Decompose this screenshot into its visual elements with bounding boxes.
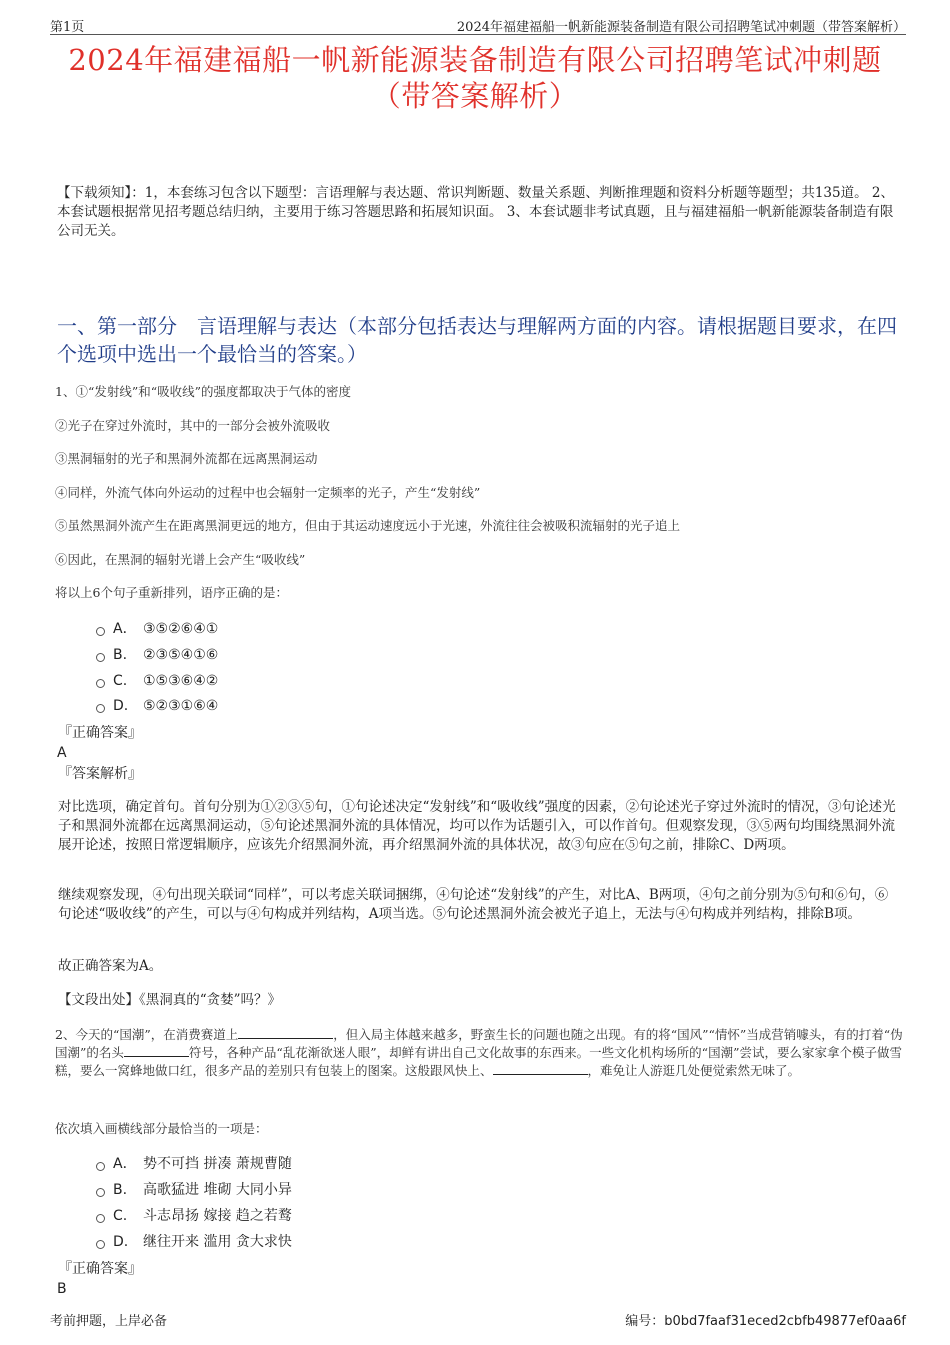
- q1-answer: A: [57, 745, 67, 761]
- q1-sentence-2: ②光子在穿过外流时，其中的一部分会被外流吸收: [55, 418, 331, 433]
- download-notice: 【下载须知】：1，本套练习包含以下题型：言语理解与表达题、常识判断题、数量关系题、判断推理题和资料分析题等题型；共135道。 2、本套试题根据常见招考题总结归纳，主要用于练习答题思路和拓展知识面。 3、本套试题非考试真题，且与福建福船一帆新能源装备制造有限公司无关。: [57, 185, 894, 239]
- q1-sentence-1: 1、①“发射线”和“吸收线”的强度都取决于气体的密度: [55, 384, 352, 399]
- q1-analysis-paragraph-1: 对比选项，确定首句。首句分别为①②③⑤句，①句论述决定“发射线”和“吸收线”强度的因素，②句论述光子穿过外流时的情况，③句论述光子和黑洞外流都在远离黑洞运动，⑤句论述黑洞外流的具体情况，均可以作为话题引入，可以作首句。但观察发现，③⑤两句均围绕黑洞外流展开论述，按照日常逻辑顺序，应该先介绍黑洞外流，再介绍黑洞外流的具体状况，故③句应在⑤句之前，排除C、D两项。: [58, 799, 896, 853]
- fill-blank-1[interactable]: [238, 1026, 333, 1039]
- footer-slogan: 考前押题，上岸必备: [50, 1314, 168, 1329]
- fill-blank-3[interactable]: [493, 1062, 588, 1075]
- radio-icon[interactable]: [96, 1240, 105, 1249]
- q2-option-b[interactable]: B. 高歌猛进 堆砌 大同小异: [96, 1181, 292, 1199]
- document-title: [40, 42, 910, 114]
- radio-icon[interactable]: [96, 704, 105, 713]
- radio-icon[interactable]: [96, 1214, 105, 1223]
- page-header: [50, 14, 906, 35]
- q1-sentence-5: ⑤虽然黑洞外流产生在距离黑洞更远的地方，但由于其运动速度远小于光速，外流往往会被吸积流辐射的光子追上: [55, 518, 681, 533]
- page-number: 第1页: [50, 20, 85, 35]
- q2-passage: 2、今天的“国潮”，在消费赛道上 ，但入局主体越来越多，野蛮生长的问题也随之出现。有的将“国风”“情怀”当成营销噱头，有的打着“伪国潮”的名头 符号，各种产品“乱花渐欲迷人眼”，却鲜有讲出自己文化故事的东西来。一些文化机构场所的“国潮”尝试，要么家家拿个模子做雪糕，要么一窝蜂地做口红，很多产品的差别只有包装上的图案。这般跟风快上、 ，难免让人游逛几处便觉索然无味了。: [55, 1027, 903, 1078]
- fill-blank-2[interactable]: [124, 1044, 189, 1057]
- q1-option-a[interactable]: A． ③⑤②⑥④①: [96, 620, 218, 638]
- radio-icon[interactable]: [96, 1162, 105, 1171]
- section-heading: 一、第一部分 言语理解与表达（本部分包括表达与理解两方面的内容。请根据题目要求，在四个选项中选出一个最恰当的答案。）: [57, 314, 897, 366]
- q1-source: 【文段出处】《黑洞真的“贪婪”吗？》: [58, 992, 282, 1008]
- radio-icon[interactable]: [96, 679, 105, 688]
- q1-sentence-3: ③黑洞辐射的光子和黑洞外流都在远离黑洞运动: [55, 451, 318, 466]
- radio-icon[interactable]: [96, 627, 105, 636]
- q2-option-a[interactable]: A． 势不可挡 拼凑 萧规曹随: [96, 1155, 292, 1173]
- footer-doc-id: 编号：b0bd7faaf31eced2cbfb49877ef0aa6f: [625, 1314, 906, 1329]
- q1-analysis-label: 『答案解析』: [58, 766, 142, 782]
- title-line-1: 2024年福建福船一帆新能源装备制造有限公司招聘笔试冲刺题: [68, 43, 882, 77]
- q1-option-d[interactable]: D. ⑤②③①⑥④: [96, 697, 218, 715]
- q1-sentence-4: ④同样，外流气体向外运动的过程中也会辐射一定频率的光子，产生“发射线”: [55, 485, 481, 500]
- q1-option-c[interactable]: C. ①⑤③⑥④②: [96, 672, 218, 690]
- q2-answer-label: 『正确答案』: [58, 1261, 142, 1277]
- q2-option-d[interactable]: D. 继往开来 滥用 贪大求快: [96, 1233, 292, 1251]
- header-doc-title: 2024年福建福船一帆新能源装备制造有限公司招聘笔试冲刺题（带答案解析）: [456, 20, 906, 35]
- q2-answer: B: [57, 1281, 67, 1297]
- title-line-2: （带答案解析）: [371, 79, 579, 113]
- radio-icon[interactable]: [96, 653, 105, 662]
- q1-analysis-paragraph-2: 继续观察发现，④句出现关联词“同样”，可以考虑关联词捆绑，④句论述“发射线”的产生，对比A、B两项，④句之前分别为⑤句和⑥句，⑥句论述“吸收线”的产生，可以与④句构成并列结构，A项当选。⑤句论述黑洞外流会被光子追上，无法与④句构成并列结构，排除B项。: [58, 887, 889, 922]
- radio-icon[interactable]: [96, 1188, 105, 1197]
- q1-answer-label: 『正确答案』: [58, 725, 142, 741]
- q2-option-c[interactable]: C. 斗志昂扬 嫁接 趋之若鹜: [96, 1207, 292, 1225]
- q1-prompt: 将以上6个句子重新排列，语序正确的是：: [55, 585, 288, 600]
- q2-prompt: 依次填入画横线部分最恰当的一项是：: [55, 1121, 268, 1136]
- q1-option-b[interactable]: B. ②③⑤④①⑥: [96, 646, 218, 664]
- q1-sentence-6: ⑥因此，在黑洞的辐射光谱上会产生“吸收线”: [55, 552, 306, 567]
- q1-conclusion: 故正确答案为A。: [58, 958, 163, 974]
